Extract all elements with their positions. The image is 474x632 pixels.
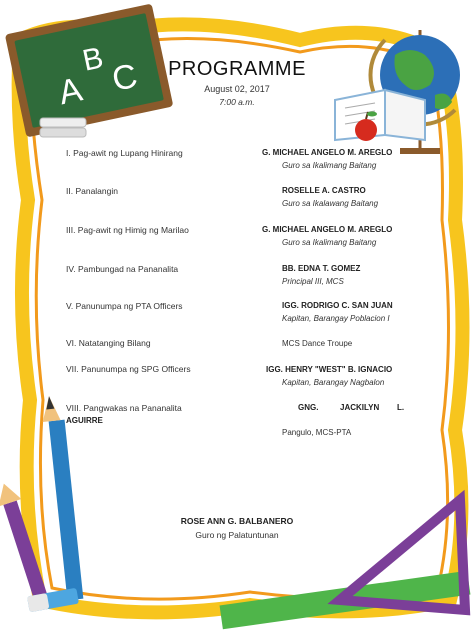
closing-name-part2: JACKILYN (340, 403, 380, 412)
program-name-1: G. MICHAEL ANGELO M. AREGLO (262, 148, 393, 157)
program-role-7: Kapitan, Barangay Nagbalon (282, 378, 385, 387)
program-name-6: MCS Dance Troupe (282, 339, 353, 348)
program-item-2: II. Panalangin (66, 186, 118, 196)
program-item-6: VI. Natatanging Bilang (66, 338, 151, 348)
program-role-5: Kapitan, Barangay Poblacion I (282, 314, 390, 323)
program-role-1: Guro sa Ikalimang Baitang (282, 161, 377, 170)
closing-name-part3: L. (397, 403, 405, 412)
program-item-1: I. Pag-awit ng Lupang Hinirang (66, 148, 183, 158)
closing-role: Pangulo, MCS-PTA (282, 428, 352, 437)
program-item-7: VII. Panunumpa ng SPG Officers (66, 364, 191, 374)
program-host-name: ROSE ANN G. BALBANERO (180, 516, 294, 526)
program-item-5: V. Panunumpa ng PTA Officers (66, 301, 183, 311)
event-date: August 02, 2017 (204, 84, 270, 94)
program-name-7: IGG. HENRY "WEST" B. IGNACIO (266, 365, 393, 374)
program-name-5: IGG. RODRIGO C. SAN JUAN (282, 301, 393, 310)
program-name-3: G. MICHAEL ANGELO M. AREGLO (262, 225, 393, 234)
closing-item-line1: VIII. Pangwakas na Pananalita (66, 403, 182, 413)
event-time: 7:00 a.m. (219, 97, 255, 107)
closing-name-part1: GNG. (298, 403, 319, 412)
program-name-2: ROSELLE A. CASTRO (282, 186, 366, 195)
svg-text:B: B (79, 41, 107, 78)
program-role-2: Guro sa Ikalawang Baitang (282, 199, 379, 208)
program-role-4: Principal III, MCS (282, 277, 344, 286)
program-item-3: III. Pag-awit ng Himig ng Marilao (66, 225, 189, 235)
svg-text:C: C (108, 56, 141, 99)
svg-text:A: A (55, 70, 86, 113)
program-role-3: Guro sa Ikalimang Baitang (282, 238, 377, 247)
program-item-4: IV. Pambungad na Pananalita (66, 264, 179, 274)
program-name-4: BB. EDNA T. GOMEZ (282, 264, 361, 273)
closing-item-line2: AGUIRRE (66, 416, 103, 425)
program-host-role: Guro ng Palatuntunan (195, 530, 279, 540)
page-title: PROGRAMME (168, 58, 306, 80)
